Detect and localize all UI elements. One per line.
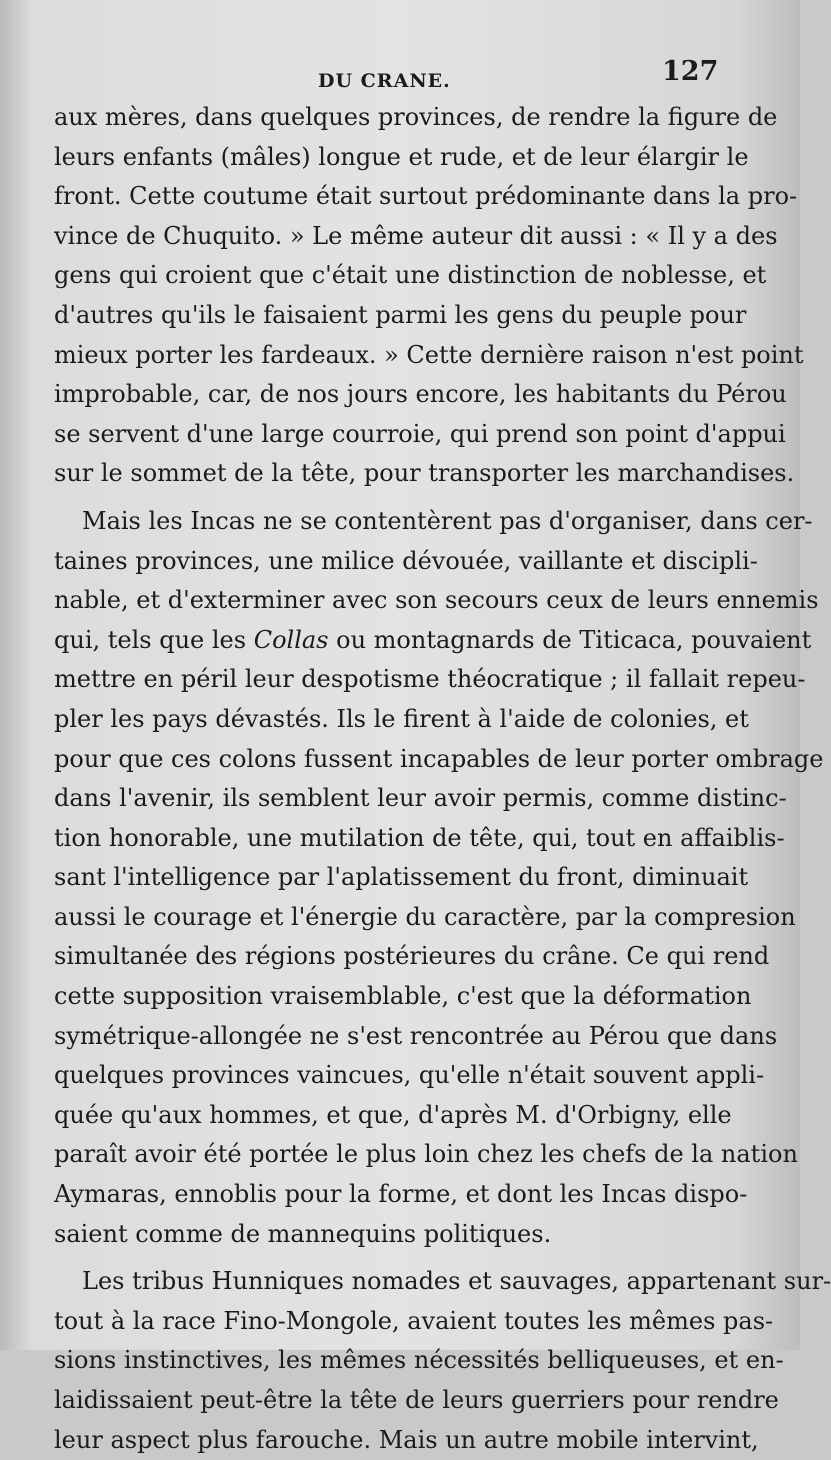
text-line: paraît avoir été portée le plus loin chez les chefs de la nation — [54, 1140, 798, 1169]
text-line: gens qui croient que c'était une distinction de noblesse, et — [54, 261, 767, 290]
paragraph-gap — [54, 494, 714, 502]
paragraph-gap — [54, 1254, 714, 1262]
running-title: DU CRANE. — [318, 70, 451, 92]
text-line: sions instinctives, les mêmes nécessités belliqueuses, et en- — [54, 1346, 784, 1375]
text-line: quée qu'aux hommes, et que, d'après M. d'Orbigny, elle — [54, 1100, 732, 1129]
text-line: taines provinces, une milice dévouée, vaillante et discipli- — [54, 546, 758, 575]
text-line: d'autres qu'ils le faisaient parmi les gens du peuple pour — [54, 300, 747, 329]
text-line: symétrique-allongée ne s'est rencontrée au Pérou que dans — [54, 1021, 778, 1050]
text-fragment: ou montagnards de Titicaca, pouvaient — [328, 625, 812, 654]
text-fragment: qui, tels que les — [54, 625, 254, 654]
text-line: mieux porter les fardeaux. » Cette dernière raison n'est point — [54, 340, 804, 369]
text-line: sant l'intelligence par l'aplatissement du front, diminuait — [54, 863, 749, 892]
text-line: dans l'avenir, ils semblent leur avoir permis, comme distinc- — [54, 784, 787, 813]
text-line: aux mères, dans quelques provinces, de rendre la figure de — [54, 103, 778, 131]
text-line: mettre en péril leur despotisme théocratique ; il fallait repeu- — [54, 665, 806, 694]
text-line-with-italic — [54, 621, 812, 661]
text-line: saient comme de mannequins politiques. — [54, 1219, 552, 1248]
text-line: tion honorable, une mutilation de tête, qui, tout en affaiblis- — [54, 823, 785, 852]
text-line: improbable, car, de nos jours encore, les habitants du Pérou — [54, 380, 787, 409]
text-line: pour que ces colons fussent incapables de leur porter ombrage — [54, 744, 824, 773]
text-line: Aymaras, ennoblis pour la forme, et dont les Incas dispo- — [54, 1180, 748, 1209]
page-number: 127 — [662, 56, 719, 87]
text-line: pler les pays dévastés. Ils le firent à l'aide de colonies, et — [54, 704, 749, 733]
italic-word: Collas — [253, 625, 329, 654]
body-text — [54, 98, 831, 1460]
text-line: nable, et d'exterminer avec son secours ceux de leurs ennemis — [54, 586, 819, 615]
text-line: leurs enfants (mâles) longue et rude, et de leur élargir le — [54, 142, 749, 171]
text-line: Mais les Incas ne se contentèrent pas d'organiser, dans cer- — [82, 506, 813, 535]
text-line: vince de Chuquito. » Le même auteur dit aussi : « Il y a des — [54, 221, 778, 250]
text-line: simultanée des régions postérieures du crâne. Ce qui rend — [54, 942, 770, 971]
text-line: sur le sommet de la tête, pour transporter les marchandises. — [54, 459, 795, 488]
text-line: tout à la race Fino-Mongole, avaient toutes les mêmes pas- — [54, 1306, 774, 1335]
paragraph-1 — [54, 98, 804, 494]
paragraph-3 — [54, 1262, 831, 1460]
paragraph-2 — [54, 502, 824, 1254]
text-line: quelques provinces vaincues, qu'elle n'était souvent appli- — [54, 1061, 765, 1090]
text-line: leur aspect plus farouche. Mais un autre mobile intervint, — [54, 1425, 759, 1454]
text-line: aussi le courage et l'énergie du caractère, par la compresion — [54, 902, 796, 931]
text-line: cette supposition vraisemblable, c'est que la déformation — [54, 982, 752, 1011]
text-line: front. Cette coutume était surtout prédominante dans la pro- — [54, 182, 798, 211]
text-line: Les tribus Hunniques nomades et sauvages, appartenant sur- — [82, 1267, 831, 1296]
page-header — [0, 56, 800, 96]
text-line: laidissaient peut-être la tête de leurs guerriers pour rendre — [54, 1386, 779, 1414]
text-line: se servent d'une large courroie, qui prend son point d'appui — [54, 419, 786, 448]
